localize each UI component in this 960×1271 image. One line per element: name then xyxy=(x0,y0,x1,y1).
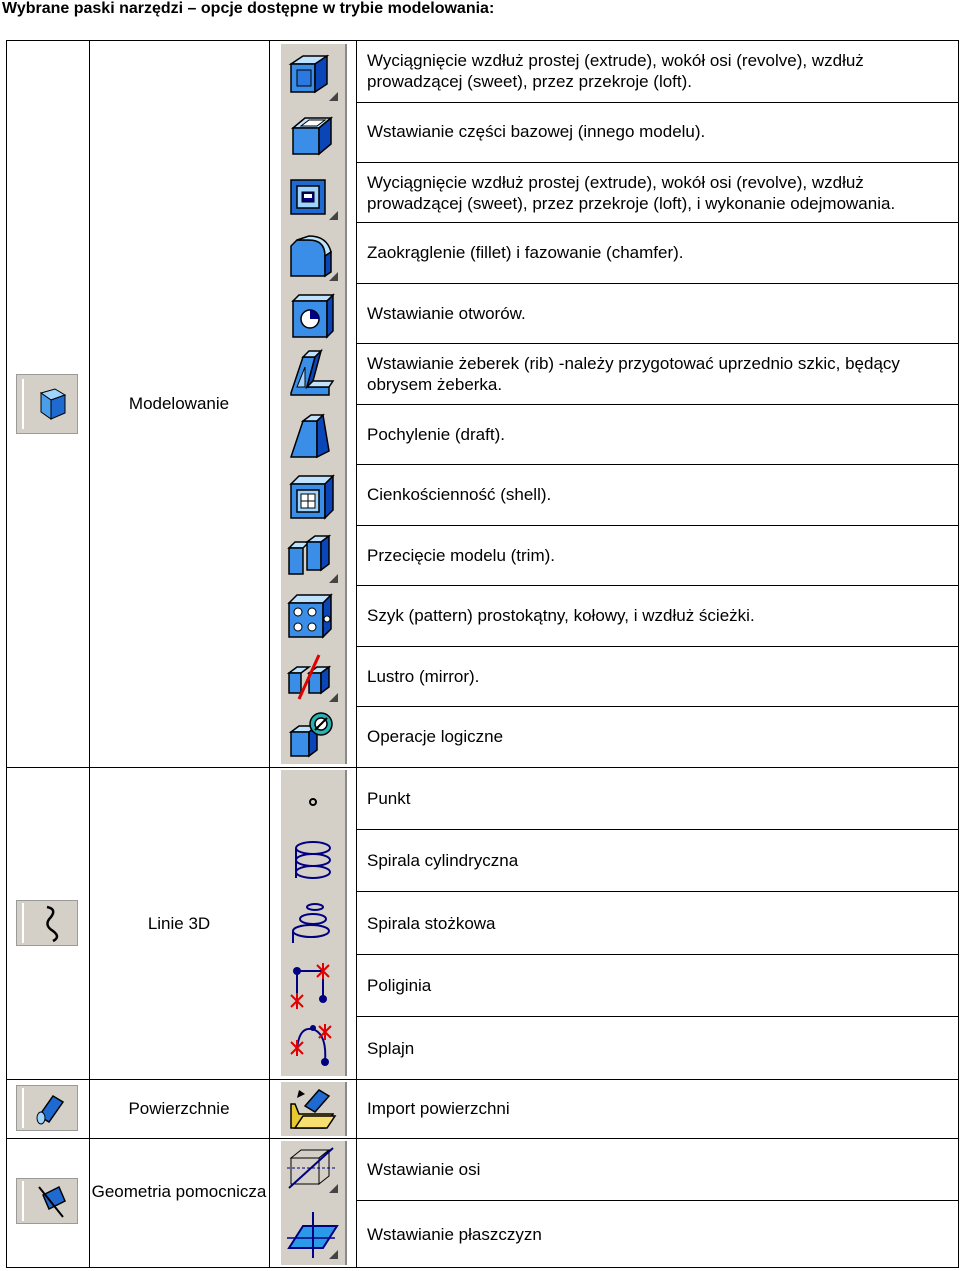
item-description: Splajn xyxy=(367,1039,415,1058)
item-description: Przecięcie modelu (trim). xyxy=(367,546,555,565)
item-description: Spirala cylindryczna xyxy=(367,851,519,870)
item-description: Wstawianie otworów. xyxy=(367,304,526,323)
toolbar-button-spline[interactable] xyxy=(285,1018,341,1076)
toolbar-button-helix-conical[interactable] xyxy=(285,895,341,953)
toolbar-button-fillet[interactable] xyxy=(285,226,341,284)
item-description: Wyciągnięcie wzdłuż prostej (extrude), wokół osi (revolve), wzdłuż prowadzącej (sweet), przez przekroje (loft), i wykonanie odejmowania. xyxy=(367,173,896,213)
item-description: Punkt xyxy=(367,789,411,808)
boolean-icon xyxy=(285,708,341,766)
toolbar-button-mirror[interactable] xyxy=(285,649,341,707)
toolbar-button-draft[interactable] xyxy=(285,407,341,465)
toolbar-button-pattern[interactable] xyxy=(285,589,341,647)
ref-geometry-icon xyxy=(17,1179,77,1223)
surface-icon xyxy=(17,1086,77,1130)
item-description: Poliginia xyxy=(367,976,432,995)
item-description: Wyciągnięcie wzdłuż prostej (extrude), wokół osi (revolve), wzdłuż prowadzącej (sweet), przez przekroje (loft). xyxy=(367,51,864,91)
base-part-icon xyxy=(285,106,341,164)
toolbar-button-cut-extrude[interactable] xyxy=(285,166,341,224)
group-separator xyxy=(6,1138,959,1139)
toolbar-button-import-surface[interactable] xyxy=(285,1080,341,1138)
helix-conical-icon xyxy=(285,895,341,953)
row-separator xyxy=(356,525,959,526)
toolbar-strip-edge xyxy=(345,44,347,764)
spline-icon xyxy=(285,1018,341,1076)
group-separator xyxy=(6,1079,959,1080)
row-separator xyxy=(356,646,959,647)
row-separator xyxy=(356,464,959,465)
row-separator xyxy=(356,954,959,955)
item-description: Spirala stożkowa xyxy=(367,914,496,933)
toolbar-strip-edge xyxy=(345,1141,347,1265)
item-description: Import powierzchni xyxy=(367,1099,510,1118)
curve-3d-icon xyxy=(17,901,77,945)
toolbar-strip-edge xyxy=(345,770,347,1076)
toolbar-button-geometria-pomocnicza[interactable] xyxy=(16,1178,78,1224)
rib-icon xyxy=(285,347,341,405)
shell-icon xyxy=(285,468,341,526)
polyline-icon xyxy=(285,957,341,1015)
toolbar-button-trim[interactable] xyxy=(285,528,341,586)
col-divider xyxy=(89,40,90,1268)
toolbar-button-shell[interactable] xyxy=(285,468,341,526)
toolbar-strip-edge xyxy=(345,1082,347,1136)
toolbar-button-powierzchnie[interactable] xyxy=(16,1085,78,1131)
row-separator xyxy=(356,283,959,284)
solid-cube-icon xyxy=(17,375,77,433)
item-description: Szyk (pattern) prostokątny, kołowy, i wzdłuż ścieżki. xyxy=(367,606,755,625)
group-name: Geometria pomocnicza xyxy=(91,1182,267,1201)
group-name: Modelowanie xyxy=(128,394,230,413)
row-separator xyxy=(356,162,959,163)
col-divider xyxy=(356,40,357,1268)
group-name: Powierzchnie xyxy=(128,1099,230,1118)
group-name: Linie 3D xyxy=(147,914,211,933)
toolbar-button-extrude[interactable] xyxy=(285,46,341,104)
row-separator xyxy=(356,102,959,103)
toolbar-button-boolean[interactable] xyxy=(285,708,341,766)
pattern-icon xyxy=(285,589,341,647)
row-separator xyxy=(356,585,959,586)
page-title: Wybrane paski narzędzi – opcje dostępne w trybie modelowania: xyxy=(2,0,495,17)
item-description: Cienkościenność (shell). xyxy=(367,485,552,504)
item-description: Operacje logiczne xyxy=(367,727,504,746)
row-separator xyxy=(356,222,959,223)
row-separator xyxy=(356,829,959,830)
toolbar-button-polyline[interactable] xyxy=(285,957,341,1015)
toolbar-button-helix-cylindrical[interactable] xyxy=(285,832,341,890)
item-description: Wstawianie płaszczyzn xyxy=(367,1225,542,1244)
row-separator xyxy=(356,1016,959,1017)
col-divider xyxy=(269,40,270,1268)
toolbar-button-axis[interactable] xyxy=(285,1142,341,1200)
item-description: Lustro (mirror). xyxy=(367,667,480,686)
row-separator xyxy=(356,343,959,344)
row-separator xyxy=(356,891,959,892)
toolbar-button-plane[interactable] xyxy=(285,1204,341,1262)
hole-icon xyxy=(285,287,341,345)
point-icon xyxy=(285,772,341,830)
toolbar-button-modelowanie[interactable] xyxy=(16,374,78,434)
toolbar-button-point[interactable] xyxy=(285,772,341,830)
group-separator xyxy=(6,767,959,768)
draft-icon xyxy=(285,407,341,465)
helix-cylindrical-icon xyxy=(285,832,341,890)
item-description: Wstawianie osi xyxy=(367,1160,481,1179)
toolbar-table xyxy=(6,40,959,1268)
item-description: Wstawianie żeberek (rib) -należy przygotować uprzednio szkic, będący obrysem żeberka. xyxy=(367,354,900,394)
toolbar-button-linie-3d[interactable] xyxy=(16,900,78,946)
item-description: Wstawianie części bazowej (innego modelu). xyxy=(367,122,706,141)
toolbar-button-rib[interactable] xyxy=(285,347,341,405)
item-description: Pochylenie (draft). xyxy=(367,425,505,444)
row-separator xyxy=(356,706,959,707)
item-description: Zaokrąglenie (fillet) i fazowanie (chamfer). xyxy=(367,243,684,262)
toolbar-button-base-part[interactable] xyxy=(285,106,341,164)
row-separator xyxy=(356,1200,959,1201)
toolbar-button-hole[interactable] xyxy=(285,287,341,345)
row-separator xyxy=(356,404,959,405)
import-surface-icon xyxy=(285,1080,341,1138)
